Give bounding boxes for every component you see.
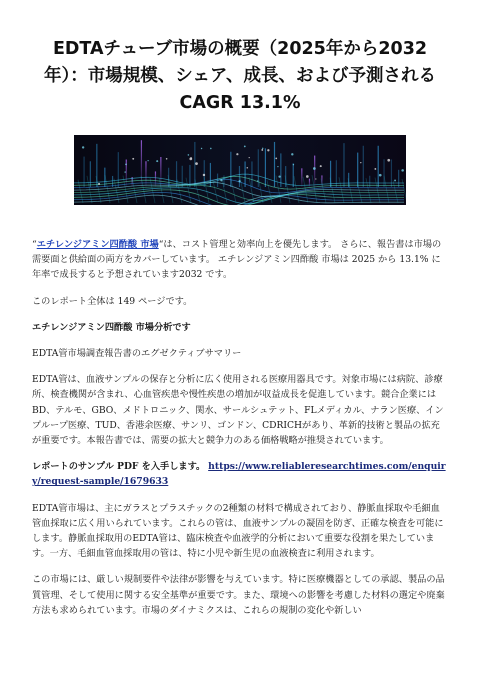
banner-glow-dot [315,178,316,179]
banner-glow-dot [278,175,280,177]
banner-light-bar [363,146,364,187]
sample-label: レポートのサンプル PDF を入手します。 [32,461,206,473]
banner-light-bar [314,156,315,187]
banner-light-bar [189,165,190,187]
banner-glow-dot [166,158,168,160]
banner-glow-dot [188,154,190,156]
banner-light-bar [309,179,310,187]
banner-light-bar [176,161,177,187]
banner-glow-dot [320,165,322,167]
regulation-paragraph: この市場には、厳しい規制要件や法律が影響を与えています。特に医療機器としての承認、製品の品質管理、そして使用に関する安全基準が重要です。また、環境への影響を考慮した材料の選定や廃棄方法も求められています。市場のダイナミクスは、これらの規制の変化や新しい [32,574,445,616]
banner-light-bar [378,146,379,187]
banner-glow-dot [244,145,246,147]
banner-glow-dot [313,167,316,170]
banner-glow-dot [267,149,269,151]
banner-glow-dot [262,148,263,149]
page-title: EDTAチューブ市場の概要（2025年から2032年）：市場規模、シェア、成長、および予測されるCAGR 13.1% [44,39,436,113]
banner-light-bar [265,148,266,187]
banner-light-bar [280,153,281,187]
banner-glow-dot [261,149,263,151]
banner-glow-dot [201,148,202,149]
banner-light-bar [210,163,211,187]
banner-glow-dot [374,168,376,170]
quote-mark: “ [32,239,37,250]
banner-glow-dot [401,169,404,172]
banner-glow-dot [124,171,125,172]
banner-light-bar [343,143,344,187]
banner-light-bar [398,170,399,187]
banner-glow-dot [379,174,382,177]
banner-glow-dot [125,163,127,165]
banner-glow-dot [238,180,240,182]
banner-glow-dot [98,183,100,185]
pages-note: このレポート全体は 149 ページです。 [32,295,193,307]
banner-glow-dot [195,162,198,165]
banner-glow-dot [306,175,309,178]
materials-paragraph: EDTA管市場は、主にガラスとプラスチックの2種類の材料で構成されており、静脈血採取や毛細血管血採取に広く用いられています。これらの管は、血液サンプルの凝固を防ぎ、正確な検査を可能にします。静脈血採取用のEDTA管は、臨床検査や血液学的分析において重要な役割を果たしています。一方、毛細血管血採取用の管は、特に小児や新生児の血液検査に利用されます。 [32,502,444,560]
banner-glow-dot [293,164,294,165]
banner-glow-dot [394,180,396,182]
banner-glow-dot [156,160,158,162]
banner-glow-dot [247,167,249,169]
banner-glow-dot [249,157,250,158]
banner-glow-dot [203,174,205,176]
banner-light-bar [160,157,161,187]
intro-paragraph [32,237,448,283]
sample-link[interactable]: https://www.reliableresearchtimes.com/enquiry/request-sample/1679633 [32,461,446,488]
market-link[interactable]: エチレンジアミン四酢酸 市場 [36,239,159,250]
banner-glow-dot [82,146,84,148]
banner-light-bar [274,142,275,187]
exec-summary-label: EDTA管市場調査報告書のエグゼクティブサマリー [32,348,242,360]
overview-paragraph: EDTA管は、血液サンプルの保存と分析に広く使用される医療用器具です。対象市場には病院、診療所、検査機関が含まれ、心血管疾患や慢性疾患の増加が収益成長を促進しています。競合企業にはBD、テルモ、GBO、メドトロニック、関水、サールシュテット、FLメディカル、ナラン医療、インプループ医療、TUD、香港余医療、サンリ、ゴンドン、CDRICHがあり、革新的技術と製品の拡充が重要です。本報告書では、需要の拡大と競争力のある価格戦略が推奨されています。 [32,374,444,447]
banner-glow-dot [147,160,148,161]
banner-light-bar [155,171,156,187]
banner-image [74,135,406,205]
banner-light-bar [251,161,252,187]
analysis-heading: エチレンジアミン四酢酸 市場分析です [32,321,191,333]
banner-light-bar [293,163,294,187]
banner-light-bar [301,168,302,187]
banner-glow-dot [275,157,277,159]
banner-light-bar [90,161,91,187]
banner-glow-dot [236,153,238,155]
banner-glow-dot [210,148,212,150]
banner-glow-dot [387,159,390,162]
banner-glow-dot [291,153,293,155]
sample-request [32,459,448,489]
intro-text: “は、コスト管理と効率向上を優先します。 さらに、報告書は市場の需要面と供給面の両方をカバーしています。 エチレンジアミン四酢酸 市場は 2025 から 13.1% に年率で成長すると予想されています2032 です。 [32,239,442,281]
banner-light-bar [182,166,183,187]
banner-light-bar [118,152,119,187]
banner-glow-dot [257,180,258,181]
banner-glow-dot [277,166,278,167]
banner-glow-dot [220,179,222,181]
banner-glow-dot [189,157,192,160]
banner-glow-dot [360,162,361,163]
banner-glow-dot [132,158,134,160]
